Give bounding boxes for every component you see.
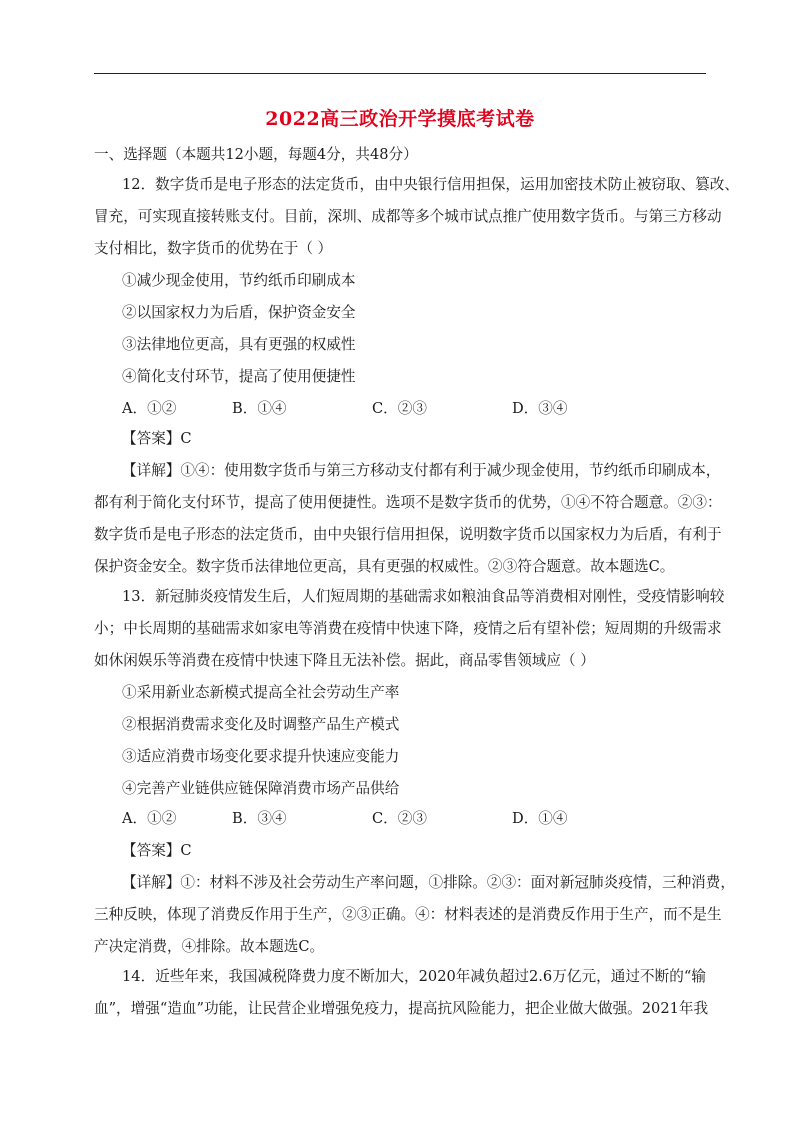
header-rule bbox=[94, 73, 706, 74]
q13-statement-1: ①采用新业态新模式提高全社会劳动生产率 bbox=[122, 684, 400, 701]
q14-stem-line-2: 血”，增强“造血”功能，让民营企业增强免疫力，提高抗风险能力，把企业做大做强。2021年我 bbox=[94, 1000, 709, 1017]
q13-statement-3: ③适应消费市场变化要求提升快速应变能力 bbox=[122, 748, 400, 765]
q12-option-c: C．②③ bbox=[372, 400, 427, 417]
q14-stem-line-1: 14．近些年来，我国减税降费力度不断加大，2020年减负超过2.6万亿元，通过不断的“输 bbox=[122, 968, 706, 985]
q13-option-a: A．①② bbox=[122, 810, 177, 827]
q12-statement-3: ③法律地位更高，具有更强的权威性 bbox=[122, 336, 356, 353]
q13-option-d: D．①④ bbox=[512, 810, 568, 827]
q13-stem-line-2: 小；中长周期的基础需求如家电等消费在疫情中快速下降，疫情之后有望补偿；短周期的升级需求 bbox=[94, 620, 722, 637]
q12-explanation-line-4: 保护资金安全。数字货币法律地位更高，具有更强的权威性。②③符合题意。故本题选C。 bbox=[94, 558, 675, 575]
q12-option-b: B．①④ bbox=[232, 400, 287, 417]
q12-explanation-line-1: 【详解】①④：使用数字货币与第三方移动支付都有利于减少现金使用，节约纸币印刷成本， bbox=[122, 462, 721, 479]
q12-answer: 【答案】C bbox=[122, 430, 192, 447]
q13-explanation-line-2: 三种反映，体现了消费反作用于生产，②③正确。④：材料表述的是消费反作用于生产，而不是生 bbox=[94, 906, 722, 923]
q12-explanation-line-2: 都有利于简化支付环节，提高了使用便捷性。选项不是数字货币的优势，①④不符合题意。②③： bbox=[94, 494, 722, 511]
q12-statement-2: ②以国家权力为后盾，保护资金安全 bbox=[122, 304, 356, 321]
section-heading: 一、选择题（本题共12小题，每题4分，共48分） bbox=[94, 146, 418, 163]
q12-statement-1: ①减少现金使用，节约纸币印刷成本 bbox=[122, 272, 356, 289]
q12-stem-line-3: 支付相比，数字货币的优势在于（ ） bbox=[94, 240, 333, 257]
q12-stem-line-2: 冒充，可实现直接转账支付。目前，深圳、成都等多个城市试点推广使用数字货币。与第三方移动 bbox=[94, 208, 722, 225]
q13-statement-4: ④完善产业链供应链保障消费市场产品供给 bbox=[122, 780, 400, 797]
q12-option-d: D．③④ bbox=[512, 400, 568, 417]
q12-option-a: A．①② bbox=[122, 400, 177, 417]
q13-explanation-line-3: 产决定消费，④排除。故本题选C。 bbox=[94, 938, 325, 955]
q12-statement-4: ④简化支付环节，提高了使用便捷性 bbox=[122, 368, 356, 385]
q13-stem-line-3: 如休闲娱乐等消费在疫情中快速下降且无法补偿。据此，商品零售领域应（ ） bbox=[94, 652, 595, 669]
q12-stem-line-1: 12．数字货币是电子形态的法定货币，由中央银行信用担保，运用加密技术防止被窃取、篡改、 bbox=[122, 176, 739, 193]
q13-explanation-line-1: 【详解】①：材料不涉及社会劳动生产率问题，①排除。②③：面对新冠肺炎疫情，三种消费， bbox=[122, 874, 735, 891]
q13-stem-line-1: 13．新冠肺炎疫情发生后，人们短周期的基础需求如粮油食品等消费相对刚性，受疫情影响较 bbox=[122, 588, 725, 605]
q13-option-c: C．②③ bbox=[372, 810, 427, 827]
exam-title: 2022高三政治开学摸底考试卷 bbox=[265, 108, 535, 130]
q13-statement-2: ②根据消费需求变化及时调整产品生产模式 bbox=[122, 716, 400, 733]
q13-option-b: B．③④ bbox=[232, 810, 287, 827]
q12-explanation-line-3: 数字货币是电子形态的法定货币，由中央银行信用担保，说明数字货币以国家权力为后盾，有利于 bbox=[94, 526, 722, 543]
q13-answer: 【答案】C bbox=[122, 842, 192, 859]
